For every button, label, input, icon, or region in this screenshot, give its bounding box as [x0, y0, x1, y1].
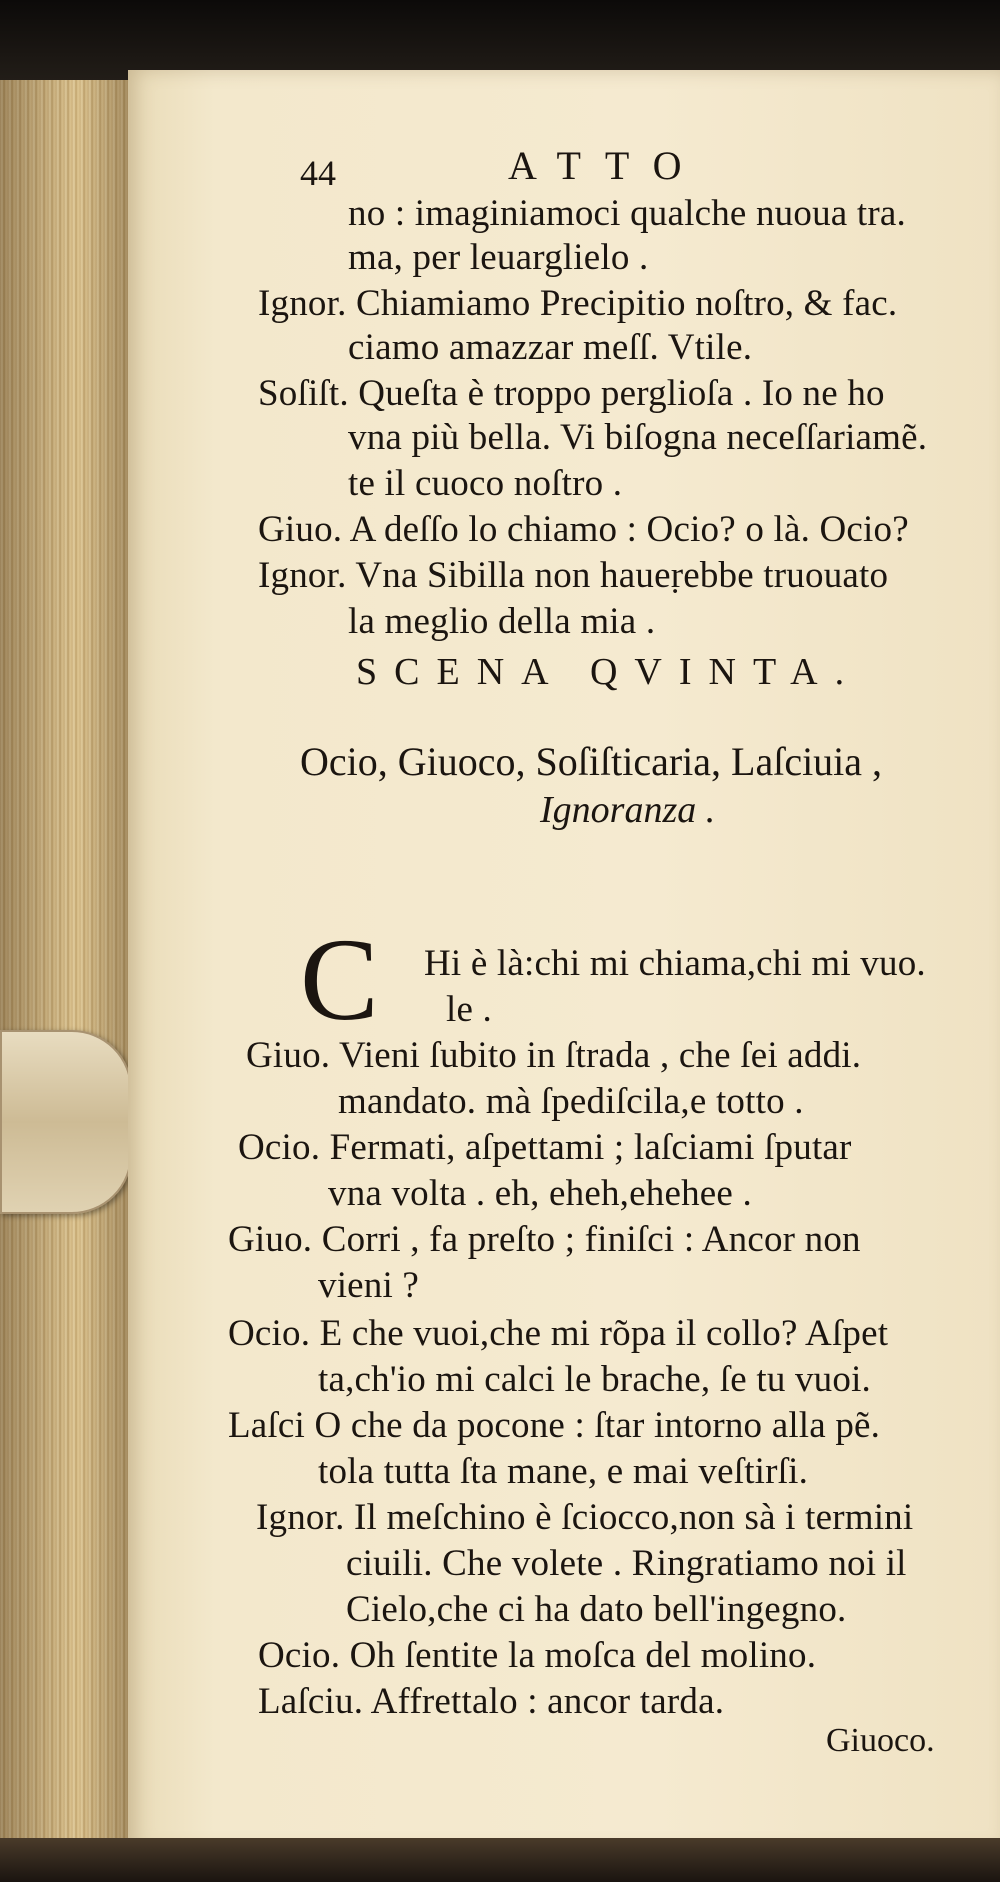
text-line: ciuili. Che volete . Ringratiamo noi il	[346, 1543, 907, 1584]
book-page-edges	[0, 80, 130, 1840]
text-line: Ignor. Chiamiamo Precipitio noſtro, & fac.	[258, 283, 898, 324]
text-line: vieni ?	[318, 1265, 420, 1306]
text-line: Giuo. Corri , fa preſto ; finiſci : Ancor non	[228, 1219, 861, 1260]
text-line: Laſci O che da pocone : ſtar intorno alla pẽ.	[228, 1405, 881, 1446]
text-line: te il cuoco noſtro .	[348, 463, 623, 504]
page-number: 44	[300, 153, 336, 193]
text-line: tola tutta ſta mane, e mai veſtirſi.	[318, 1451, 809, 1492]
text-line: Laſciu. Affrettalo : ancor tarda.	[258, 1681, 725, 1722]
text-line: mandato. mà ſpediſcila,e totto .	[338, 1081, 804, 1122]
text-line: Ignor. Vna Sibilla non haueṛebbe truouato	[258, 555, 889, 596]
page-clip	[0, 1030, 132, 1214]
text-line: ta,ch'io mi calci le brache, ſe tu vuoi.	[318, 1359, 872, 1400]
cast-list: Ocio, Giuoco, Soſiſticaria, Laſciuia ,	[300, 739, 883, 784]
page-text	[128, 70, 1000, 1850]
bottom-edge	[0, 1838, 1000, 1882]
text-line: Giuo. A deſſo lo chiamo : Ocio? o là. Ocio?	[258, 509, 909, 550]
text-line: Ocio. Fermati, aſpettami ; laſciami ſputar	[238, 1127, 852, 1168]
book-page	[128, 70, 1000, 1850]
text-line: Ocio. E che vuoi,che mi rõpa il collo? Aſpet	[228, 1313, 889, 1354]
text-line: vna volta . eh, eheh,ehehee .	[328, 1173, 752, 1214]
running-title: ATTO	[508, 143, 706, 188]
drop-cap: C	[300, 914, 379, 1045]
text-line: Ignor. Il meſchino è ſciocco,non sà i termini	[256, 1497, 914, 1538]
cast-list-continued: Ignoranza .	[540, 789, 716, 831]
scene-title: SCENA QVINTA.	[356, 651, 862, 693]
text-line: la meglio della mia .	[348, 601, 656, 642]
text-line: Ocio. Oh ſentite la moſca del molino.	[258, 1635, 817, 1676]
text-line: Cielo,che ci ha dato bell'ingegno.	[346, 1589, 847, 1630]
text-line: vna più bella. Vi biſogna neceſſariamẽ.	[348, 417, 928, 458]
catchword: Giuoco.	[826, 1722, 935, 1759]
text-line: le .	[446, 989, 493, 1030]
text-line: ciamo amazzar meſſ. Vtile.	[348, 327, 753, 368]
text-line: no : imaginiamoci qualche nuoua tra.	[348, 193, 906, 234]
text-line: Soſiſt. Queſta è troppo perglioſa . Io ne ho	[258, 373, 885, 414]
text-line: ma, per leuarglielo .	[348, 237, 649, 278]
text-line: Giuo. Vieni ſubito in ſtrada , che ſei addi.	[246, 1035, 862, 1076]
text-line: Hi è là:chi mi chiama,chi mi vuo.	[424, 943, 926, 984]
